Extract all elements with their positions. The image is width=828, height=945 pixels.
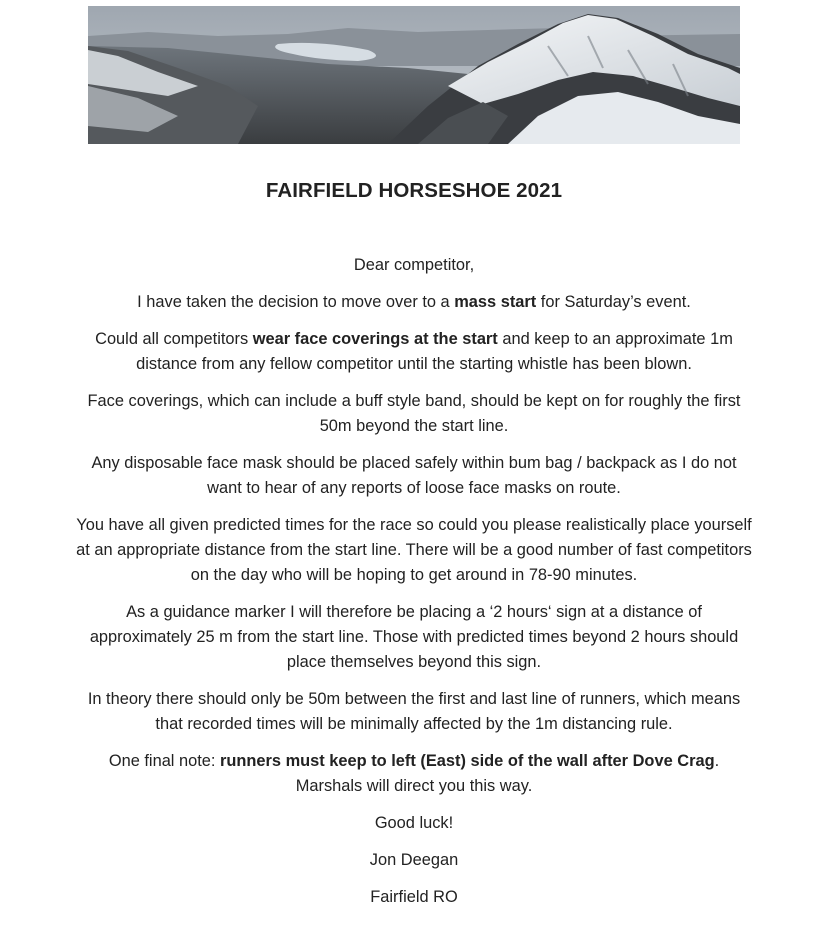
paragraph-predicted-times: You have all given predicted times for the race so could you please realistically place yourself at an appropriate distance from the start line. There will be a good number of fast competitors on the day who will be hoping to get around in 78-90 minutes.: [76, 516, 752, 584]
paragraph-distancing-theory: In theory there should only be 50m between the first and last line of runners, which means that recorded times will be minimally affected by the 1m distancing rule.: [87, 690, 741, 733]
bold-route-note: runners must keep to left (East) side of the wall after Dove Crag: [220, 752, 715, 770]
signature-role: Fairfield RO: [370, 888, 458, 906]
closing: Good luck!: [374, 814, 454, 832]
paragraph-final-note: [74, 749, 754, 799]
paragraph-disposable-mask: Any disposable face mask should be placed safely within bum bag / backpack as I do not want to hear of any reports of loose face masks on route.: [91, 454, 737, 497]
paragraph-guidance-marker: As a guidance marker I will therefore be placing a ‘2 hours‘ sign at a distance of approximately 25 m from the start line. Those with predicted times beyond 2 hours should place themselves beyond this sign.: [89, 603, 739, 671]
mountain-landscape-image: [88, 6, 740, 144]
text-span: I have taken the decision to move over to a: [137, 293, 455, 311]
greeting: Dear competitor,: [353, 256, 475, 274]
bold-mass-start: mass start: [454, 293, 537, 311]
paragraph-face-coverings: [74, 327, 754, 377]
bold-face-coverings: wear face coverings at the start: [252, 330, 498, 348]
page-title: FAIRFIELD HORSESHOE 2021: [265, 179, 563, 202]
text-span: One final note:: [108, 752, 221, 770]
mountain-banner-image: [88, 6, 740, 144]
paragraph-buff-band: Face coverings, which can include a buff style band, should be kept on for roughly the first 50m beyond the start line.: [87, 392, 741, 435]
letter-body: [74, 253, 754, 922]
signature-name: Jon Deegan: [369, 851, 459, 869]
text-span: and keep to an approximate 1m distance from any fellow competitor until the starting whistle has been blown.: [136, 330, 733, 373]
text-span: for Saturday’s event.: [536, 293, 691, 311]
text-span: Could all competitors: [95, 330, 253, 348]
text-span: . Marshals will direct you this way.: [295, 752, 720, 795]
paragraph-mass-start: [74, 290, 754, 315]
